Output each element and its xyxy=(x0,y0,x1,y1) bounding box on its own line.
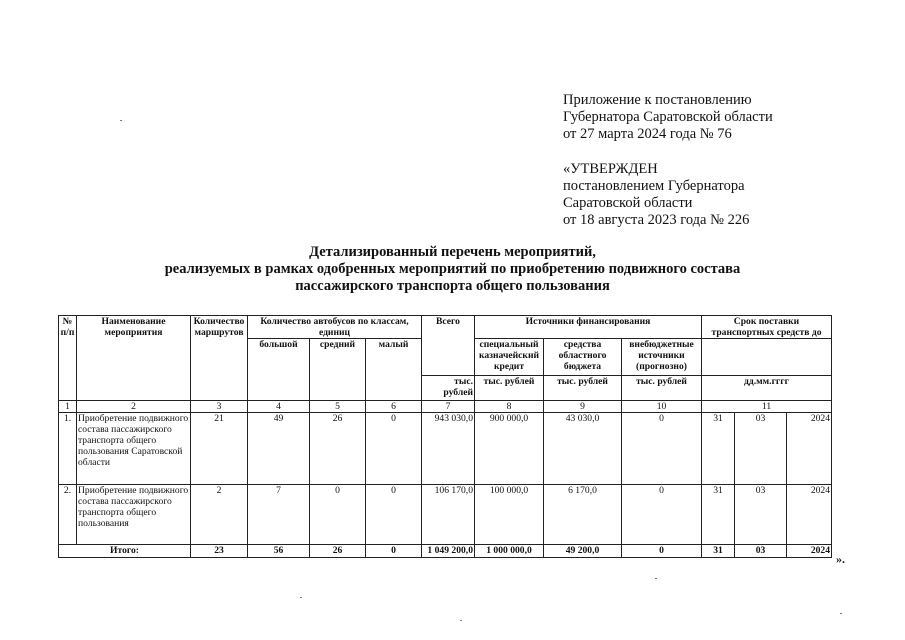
unit-regional: тыс. рублей xyxy=(544,376,622,401)
column-number: 6 xyxy=(366,401,422,413)
row-day: 31 xyxy=(702,413,735,485)
approval-stamp-text xyxy=(563,161,749,229)
title-line: Детализированный перечень мероприятий, xyxy=(309,244,596,260)
row-medium: 26 xyxy=(310,413,366,485)
header-name: Наименование мероприятия xyxy=(77,316,191,401)
appendix-note xyxy=(563,92,773,143)
approved-line: «УТВЕРЖДЕН xyxy=(563,161,658,177)
row-year: 2024 xyxy=(787,485,832,545)
totals-month: 03 xyxy=(735,545,787,558)
row-num: 2. xyxy=(59,485,77,545)
header-buses: Количество автобусов по классам, единиц xyxy=(248,316,422,339)
totals-special: 1 000 000,0 xyxy=(475,545,544,558)
approved-line: Саратовской области xyxy=(563,195,693,211)
column-number: 4 xyxy=(248,401,310,413)
column-number: 5 xyxy=(310,401,366,413)
column-number: 9 xyxy=(544,401,622,413)
row-name: Приобретение подвижного состава пассажирского транспорта общего пользования Саратовской области xyxy=(77,413,191,485)
scan-speck xyxy=(120,120,122,121)
row-large: 49 xyxy=(248,413,310,485)
totals-year: 2024 xyxy=(787,545,832,558)
totals-label: Итого: xyxy=(59,545,191,558)
row-special: 100 000,0 xyxy=(475,485,544,545)
column-number: 3 xyxy=(191,401,248,413)
header-total: Всего xyxy=(422,316,475,376)
row-total: 943 030,0 xyxy=(422,413,475,485)
row-routes: 21 xyxy=(191,413,248,485)
header-extra: внебюджетные источники (прогнозно) xyxy=(622,339,702,376)
column-number: 8 xyxy=(475,401,544,413)
measures-table xyxy=(58,315,832,558)
row-regional: 6 170,0 xyxy=(544,485,622,545)
appendix-line: Губернатора Саратовской области xyxy=(563,109,773,125)
row-num: 1. xyxy=(59,413,77,485)
title-line: реализуемых в рамках одобренных мероприятий по приобретению подвижного состава xyxy=(164,261,741,277)
row-special: 900 000,0 xyxy=(475,413,544,485)
closing-quote-mark: ». xyxy=(836,552,845,566)
table-row xyxy=(59,413,832,485)
totals-day: 31 xyxy=(702,545,735,558)
appendix-line: от 27 марта 2024 года № 76 xyxy=(563,126,732,142)
header-routes: Количество маршрутов xyxy=(191,316,248,401)
header-num: № п/п xyxy=(59,316,77,401)
header-deadline-blank xyxy=(702,339,832,376)
row-extra: 0 xyxy=(622,485,702,545)
row-regional: 43 030,0 xyxy=(544,413,622,485)
appendix-line: Приложение к постановлению xyxy=(563,92,752,108)
header-deadline: Срок поставки транспортных средств до xyxy=(702,316,832,339)
scan-speck xyxy=(840,613,842,614)
unit-special: тыс. рублей xyxy=(475,376,544,401)
document-title xyxy=(0,244,905,295)
totals-regional: 49 200,0 xyxy=(544,545,622,558)
row-medium: 0 xyxy=(310,485,366,545)
header-regional: средства областного бюджета xyxy=(544,339,622,376)
totals-row xyxy=(59,545,832,558)
totals-routes: 23 xyxy=(191,545,248,558)
column-number: 10 xyxy=(622,401,702,413)
unit-total: тыс. рублей xyxy=(422,376,475,401)
column-number: 2 xyxy=(77,401,191,413)
totals-large: 56 xyxy=(248,545,310,558)
row-month: 03 xyxy=(735,413,787,485)
column-number: 7 xyxy=(422,401,475,413)
row-large: 7 xyxy=(248,485,310,545)
row-day: 31 xyxy=(702,485,735,545)
row-month: 03 xyxy=(735,485,787,545)
scan-speck xyxy=(460,620,462,621)
approved-line: от 18 августа 2023 года № 226 xyxy=(563,212,750,228)
row-small: 0 xyxy=(366,485,422,545)
header-medium: средний xyxy=(310,339,366,401)
scan-speck xyxy=(300,597,302,598)
header-sources: Источники финансирования xyxy=(475,316,702,339)
approved-line: постановлением Губернатора xyxy=(563,178,745,194)
row-small: 0 xyxy=(366,413,422,485)
table-row xyxy=(59,485,832,545)
totals-small: 0 xyxy=(366,545,422,558)
column-number: 1 xyxy=(59,401,77,413)
row-extra: 0 xyxy=(622,413,702,485)
unit-extra: тыс. рублей xyxy=(622,376,702,401)
row-total: 106 170,0 xyxy=(422,485,475,545)
header-large: большой xyxy=(248,339,310,401)
column-number: 11 xyxy=(702,401,832,413)
row-name: Приобретение подвижного состава пассажирского транспорта общего пользования xyxy=(77,485,191,545)
totals-total: 1 049 200,0 xyxy=(422,545,475,558)
totals-extra: 0 xyxy=(622,545,702,558)
header-special: специальный казначейский кредит xyxy=(475,339,544,376)
row-routes: 2 xyxy=(191,485,248,545)
title-line: пассажирского транспорта общего пользования xyxy=(295,278,610,294)
scan-speck xyxy=(655,578,657,579)
totals-medium: 26 xyxy=(310,545,366,558)
unit-date: дд.мм.гггг xyxy=(702,376,832,401)
row-year: 2024 xyxy=(787,413,832,485)
header-small: малый xyxy=(366,339,422,401)
